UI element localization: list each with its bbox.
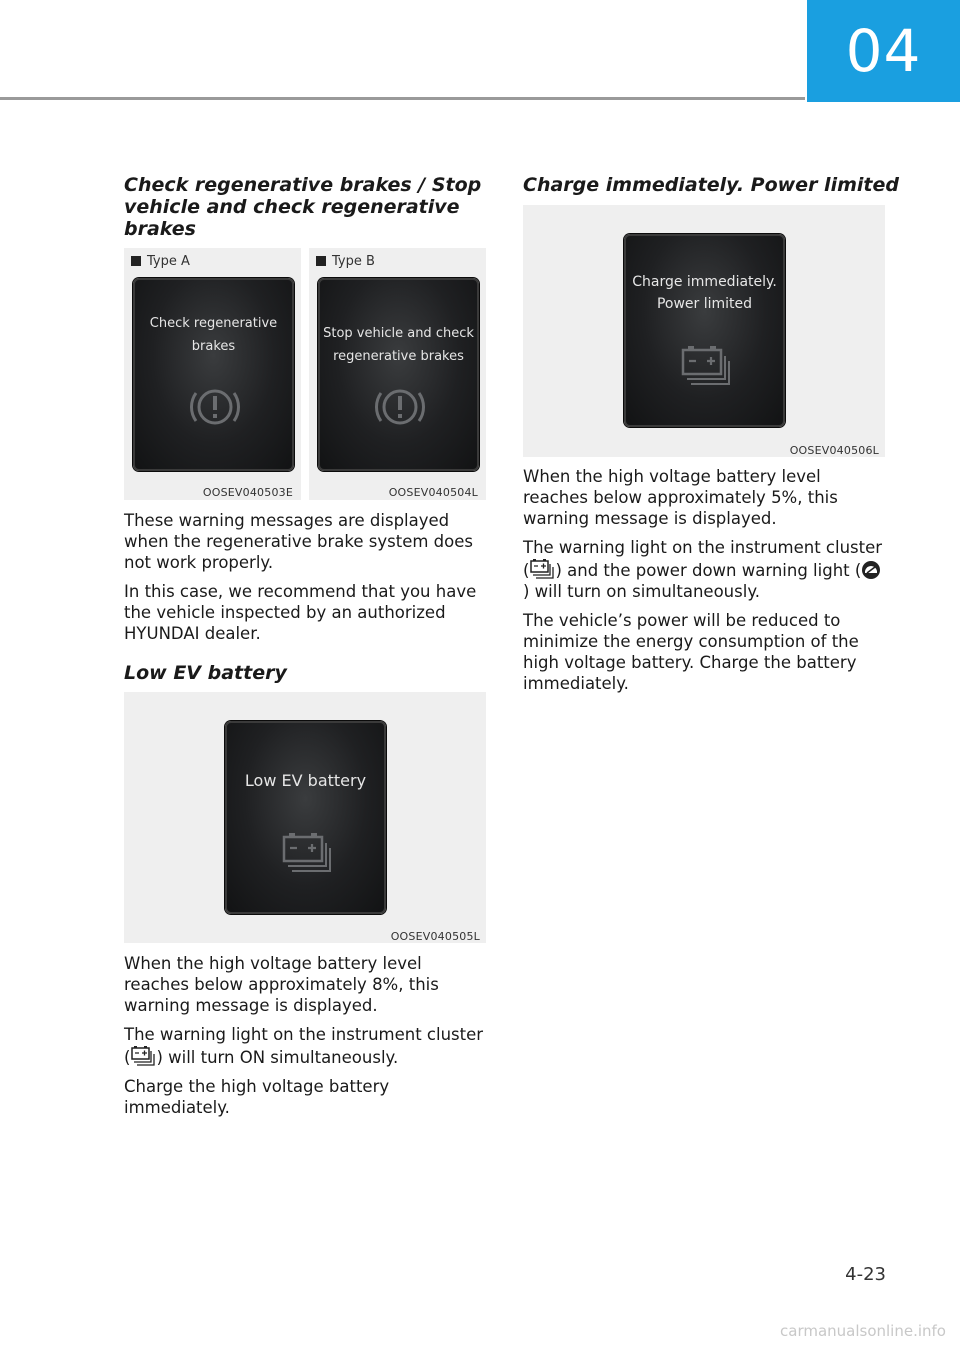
screen-message: Stop vehicle and check regenerative brakes: [323, 326, 474, 364]
screen-message: Check regenerative brakes: [149, 316, 278, 354]
paragraph: The warning light on the instrument cluster ( ) will turn ON simultaneously.: [124, 1025, 484, 1067]
screen-message-line1: Charge immediately.: [632, 274, 777, 290]
page-number: 4-23: [845, 1264, 886, 1285]
watermark: carmanualsonline.info: [780, 1322, 946, 1340]
paragraph: These warning messages are displayed when the regenerative brake system does not work properly.: [124, 511, 473, 572]
figure-type-a: [124, 248, 301, 500]
section-title-low-ev-battery: Low EV battery: [124, 662, 287, 684]
figure-code: OOSEV040506L: [789, 444, 879, 457]
type-a-label: Type A: [131, 254, 190, 269]
paragraph: The warning light on the instrument cluster ( ) and the power down warning light () will turn on simultaneously.: [523, 538, 883, 601]
paragraph: Charge the high voltage battery immediately.: [124, 1077, 390, 1117]
cluster-screen-type-b: [318, 278, 479, 471]
paragraph: When the high voltage battery level reaches below approximately 8%, this warning message is displayed.: [124, 954, 439, 1015]
section1-body: [124, 510, 484, 652]
header-rule: [0, 97, 805, 100]
battery-warning-icon: [529, 558, 555, 580]
section3-body: [523, 466, 885, 702]
power-down-icon: [861, 560, 881, 580]
battery-warning-icon: [130, 1045, 156, 1067]
paragraph: When the high voltage battery level reaches below approximately 5%, this warning message is displayed.: [523, 467, 838, 528]
cluster-screen-charge: [624, 234, 785, 427]
paragraph: In this case, we recommend that you have the vehicle inspected by an authorized HYUNDAI dealer.: [124, 582, 477, 643]
battery-warning-icon: [679, 344, 735, 392]
screen-message-line2: Power limited: [656, 296, 753, 312]
chapter-tab: 04: [807, 0, 960, 102]
figure-low-ev-battery: [124, 692, 486, 943]
battery-warning-icon: [280, 831, 336, 879]
figure-charge-immediately: [523, 205, 885, 457]
section-title-regen-brakes: Check regenerative brakes / Stop vehicle and check regenerative brakes: [124, 174, 482, 240]
section-title-charge-immediately: Charge immediately. Power limited: [523, 174, 899, 196]
cluster-screen-type-a: [133, 278, 294, 471]
figure-type-b: [309, 248, 486, 500]
section2-body: [124, 953, 486, 1126]
brake-warning-icon: [187, 383, 243, 431]
screen-message: Low EV battery: [244, 771, 367, 790]
figure-code: OOSEV040503E: [202, 486, 293, 499]
cluster-screen-low-ev: [225, 721, 386, 914]
type-b-label: Type B: [316, 254, 375, 269]
brake-warning-icon: [372, 383, 428, 431]
figure-code: OOSEV040504L: [388, 486, 478, 499]
paragraph: The vehicle’s power will be reduced to minimize the energy consumption of the high voltage battery. Charge the battery immediately.: [523, 611, 859, 693]
figure-code: OOSEV040505L: [390, 930, 480, 943]
